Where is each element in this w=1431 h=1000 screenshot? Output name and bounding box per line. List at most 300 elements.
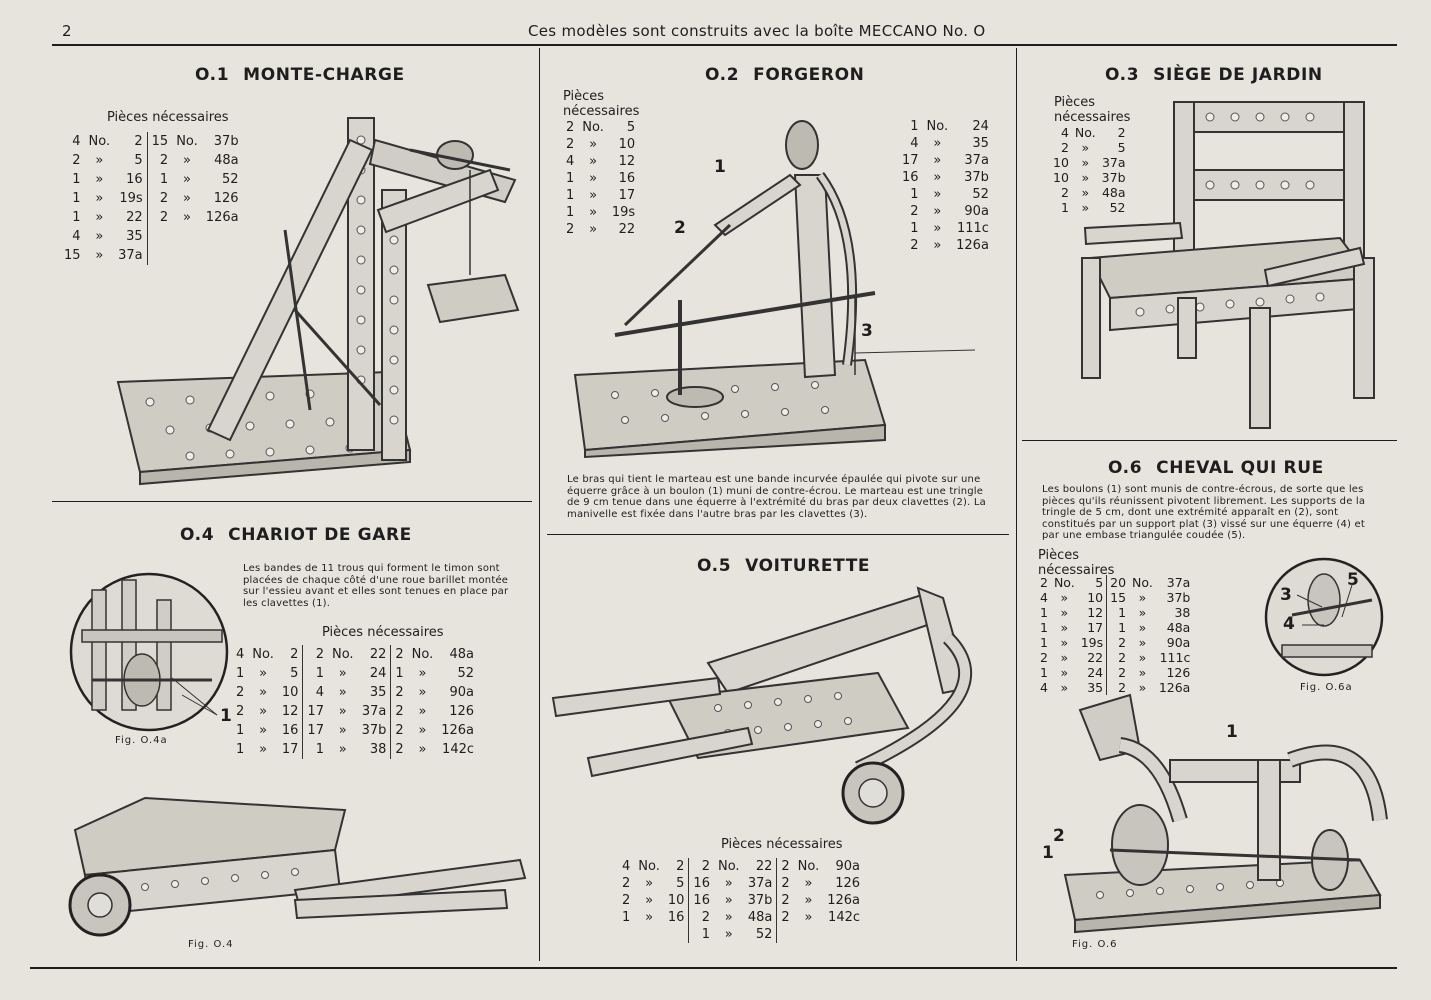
callout-1: 1	[1226, 722, 1238, 742]
part-count: 2	[777, 875, 794, 892]
parts-row	[232, 740, 478, 759]
parts-row	[1037, 590, 1193, 605]
part-no-label: No.	[1074, 125, 1096, 140]
part-number: 16	[667, 910, 685, 925]
part-count: 2	[910, 238, 919, 253]
parts-row	[1037, 620, 1193, 635]
header-rule	[52, 44, 1397, 46]
part-number: 37a	[1166, 575, 1191, 590]
pieces-label	[1038, 548, 1114, 578]
part-count: 1	[72, 172, 81, 187]
part-number: 90a	[1166, 635, 1191, 650]
section-divider-middle	[547, 534, 1009, 535]
part-count: 2	[391, 645, 408, 664]
pieces-label: Pièces nécessaires	[322, 625, 444, 640]
part-no-label: »	[1138, 605, 1147, 620]
part-number: 24	[972, 119, 989, 134]
illustration-monte-charge	[110, 110, 530, 490]
part-count: 16	[689, 892, 714, 909]
part-count: 2	[391, 702, 408, 721]
figure-caption-o4a: Fig. O.4a	[115, 735, 168, 746]
part-number: 126	[213, 191, 239, 206]
part-no-label: »	[338, 723, 347, 738]
part-count: 1	[566, 171, 575, 186]
part-number: 126a	[441, 723, 475, 738]
part-count: 1	[236, 742, 245, 757]
part-no-label: »	[1060, 650, 1069, 665]
part-no-label: »	[1138, 665, 1147, 680]
part-number: 5	[134, 153, 143, 168]
parts-row	[1037, 575, 1193, 590]
part-count	[777, 926, 794, 943]
part-no-label	[794, 926, 824, 943]
parts-row	[618, 926, 864, 943]
part-no-label: No.	[1053, 575, 1075, 590]
model-name: MONTE-CHARGE	[243, 65, 405, 85]
model-description-o4: Les bandes de 11 trous qui forment le timon sont placées de chaque côté d'une roue barillet montée sur l'essieu avant et elles sont tenues en place par les clavettes (1).	[243, 563, 509, 609]
part-count: 2	[72, 153, 81, 168]
model-title-o4	[180, 525, 412, 545]
part-number: 111c	[956, 221, 989, 236]
part-number: 5	[626, 120, 636, 135]
part-count: 1	[1040, 620, 1048, 635]
part-no-label: »	[1138, 680, 1147, 695]
part-no-label: »	[259, 704, 268, 719]
part-number: 48a	[214, 153, 239, 168]
part-no-label: »	[259, 685, 268, 700]
part-no-label: »	[933, 170, 942, 185]
part-no-label: »	[804, 876, 813, 891]
part-no-label: »	[338, 685, 347, 700]
part-no-label: »	[804, 910, 813, 925]
part-number: 48a	[1101, 185, 1126, 200]
part-no-label: »	[338, 704, 347, 719]
part-count: 2	[1107, 635, 1129, 650]
part-no-label: »	[338, 742, 347, 757]
part-number: 37b	[964, 170, 989, 185]
part-number: 52	[972, 187, 989, 202]
part-no-label: »	[183, 191, 191, 206]
part-no-label: »	[933, 136, 942, 151]
part-number: 16	[618, 171, 636, 186]
part-number: 35	[1087, 680, 1104, 695]
part-count: 1	[1107, 620, 1129, 635]
pieces-label: Pièces nécessaires	[107, 110, 229, 125]
part-no-label: »	[183, 172, 191, 187]
part-count: 2	[1040, 575, 1048, 590]
part-number: 52	[222, 172, 239, 187]
model-number: O.1	[195, 65, 230, 85]
part-count: 2	[1107, 665, 1129, 680]
part-count: 2	[236, 704, 245, 719]
page-number: 2	[62, 22, 72, 40]
parts-table-o4	[232, 645, 478, 759]
part-number: 22	[1087, 650, 1104, 665]
part-number: 90a	[964, 204, 989, 219]
pieces-label-line1: Pièces	[1054, 95, 1096, 110]
part-no-label: »	[724, 910, 733, 925]
part-number: 10	[667, 893, 685, 908]
part-number: 37b	[747, 893, 773, 908]
part-no-label: No.	[717, 859, 740, 874]
parts-row	[618, 875, 864, 892]
part-count: 4	[72, 134, 81, 149]
part-no-label: »	[933, 204, 942, 219]
part-no-label: »	[95, 248, 104, 263]
part-no-label: »	[259, 742, 268, 757]
part-no-label: »	[95, 229, 104, 244]
callout-3: 3	[1280, 585, 1292, 605]
part-number: 37a	[747, 876, 773, 891]
part-count: 1	[1107, 605, 1129, 620]
model-description-o6: Les boulons (1) sont munis de contre-écrous, de sorte que les pièces qu'ils réunissent pivotent librement. Les supports de la tringle de 5 cm, dont une extrémité apparaît en (2), sont constitués par un support plat (3) vissé sur une équerre (4) et par une embase triangulée coudée (5).	[1042, 484, 1366, 541]
part-count: 16	[689, 875, 714, 892]
parts-row	[1037, 665, 1193, 680]
part-no-label: »	[418, 685, 427, 700]
column-divider-2	[1016, 48, 1017, 961]
model-name: VOITURETTE	[745, 556, 871, 576]
part-no-label: »	[1081, 140, 1090, 155]
part-no-label: »	[1060, 680, 1069, 695]
model-title-o5	[697, 556, 870, 576]
part-count: 16	[902, 170, 919, 185]
illustration-siege-de-jardin	[1070, 98, 1400, 433]
part-count: 4	[622, 859, 631, 874]
callout-5: 5	[1347, 570, 1359, 590]
part-count: 1	[910, 187, 919, 202]
part-no-label: »	[1138, 650, 1147, 665]
part-number: 24	[1087, 665, 1104, 680]
part-number: 52	[457, 666, 475, 681]
parts-row	[1037, 605, 1193, 620]
part-number: 37b	[1166, 590, 1191, 605]
callout-1: 1	[220, 706, 232, 726]
part-count: 10	[1053, 170, 1069, 185]
part-count: 2	[1107, 650, 1129, 665]
part-number: 22	[618, 222, 636, 237]
illustration-fig-o6a	[1262, 555, 1387, 680]
parts-row	[232, 683, 478, 702]
model-title-o6	[1108, 458, 1324, 478]
part-no-label: »	[1138, 635, 1147, 650]
part-count: 2	[236, 685, 245, 700]
part-no-label: »	[589, 154, 598, 169]
part-number: 111c	[1159, 650, 1191, 665]
pieces-label-line1: Pièces	[563, 89, 605, 104]
part-no-label: No.	[638, 859, 660, 874]
part-number: 126a	[956, 238, 989, 253]
part-count: 1	[72, 210, 81, 225]
part-count: 1	[910, 221, 919, 236]
part-count: 2	[1107, 680, 1129, 695]
part-no-label: »	[259, 666, 268, 681]
part-count: 1	[1060, 200, 1069, 215]
part-no-label: No.	[411, 647, 434, 662]
part-count: 2	[777, 909, 794, 926]
part-count: 2	[689, 909, 714, 926]
model-number: O.2	[705, 65, 740, 85]
part-no-label: »	[589, 137, 598, 152]
part-count	[618, 926, 634, 943]
column-divider-1	[539, 48, 540, 961]
part-count: 20	[1107, 575, 1129, 590]
part-number: 126a	[827, 893, 861, 908]
figure-caption-o4: Fig. O.4	[188, 939, 234, 950]
part-number: 17	[1087, 620, 1104, 635]
parts-row	[618, 858, 864, 875]
part-number: 17	[281, 742, 299, 757]
figure-caption-o6: Fig. O.6	[1072, 939, 1118, 950]
part-count: 1	[622, 910, 631, 925]
part-count: 2	[1060, 185, 1069, 200]
model-name: CHARIOT DE GARE	[228, 525, 412, 545]
part-no-label: »	[95, 210, 104, 225]
part-no-label: »	[183, 210, 191, 225]
parts-row	[618, 909, 864, 926]
part-count: 4	[1040, 590, 1048, 605]
part-count: 1	[236, 666, 245, 681]
part-count: 2	[622, 893, 631, 908]
part-no-label: »	[589, 171, 598, 186]
model-title-o1	[195, 65, 405, 85]
figure-caption-o6a: Fig. O.6a	[1300, 682, 1353, 693]
part-number: 16	[126, 172, 143, 187]
parts-row	[232, 664, 478, 683]
part-number: 48a	[1166, 620, 1191, 635]
part-number: 52	[755, 927, 773, 942]
part-number: 35	[126, 229, 143, 244]
part-count: 10	[1053, 155, 1069, 170]
illustration-fig-o4	[65, 790, 535, 940]
model-description-o2: Le bras qui tient le marteau est une bande incurvée épaulée qui pivote sur une équerre grâce à un boulon (1) muni de contre-écrou. Le marteau est une tringle de 9 cm tenue dans une équerre à l'extrémité du bras par deux clavettes (2). La manivelle est fixée dans l'autre bras par les clavettes (3).	[567, 474, 986, 520]
part-no-label: No.	[331, 647, 354, 662]
part-count: 4	[1060, 125, 1069, 140]
part-no-label: »	[724, 893, 733, 908]
part-number: 5	[1095, 575, 1104, 590]
part-count: 1	[303, 740, 328, 759]
part-count: 2	[1040, 650, 1048, 665]
part-no-label: No.	[797, 859, 820, 874]
part-count: 2	[1060, 140, 1069, 155]
part-no-label: No.	[88, 134, 111, 149]
part-count: 1	[566, 188, 575, 203]
part-number: 37a	[118, 248, 143, 263]
part-number: 38	[369, 742, 387, 757]
part-number: 35	[972, 136, 989, 151]
part-number: 19s	[119, 191, 143, 206]
part-count: 1	[303, 664, 328, 683]
model-name: FORGERON	[753, 65, 865, 85]
part-number: 22	[755, 859, 773, 874]
part-count: 2	[910, 204, 919, 219]
part-number: 22	[126, 210, 143, 225]
part-count: 2	[566, 137, 575, 152]
part-number: 10	[281, 685, 299, 700]
part-count: 2	[777, 858, 794, 875]
part-no-label: »	[589, 188, 598, 203]
part-count: 1	[1040, 605, 1048, 620]
part-no-label: »	[589, 205, 598, 220]
parts-row	[618, 892, 864, 909]
part-no-label: »	[933, 187, 942, 202]
part-number: 126a	[1158, 680, 1191, 695]
part-no-label: »	[933, 153, 942, 168]
part-count: 1	[910, 119, 919, 134]
part-number: 142c	[442, 742, 475, 757]
part-count: 4	[72, 229, 81, 244]
part-count: 1	[689, 926, 714, 943]
part-no-label: »	[1138, 620, 1147, 635]
part-no-label: »	[1060, 590, 1069, 605]
part-number: 5	[290, 666, 299, 681]
part-no-label: »	[259, 723, 268, 738]
part-no-label: »	[1081, 185, 1090, 200]
part-number: 35	[369, 685, 387, 700]
part-number: 2	[676, 859, 685, 874]
model-title-o2	[705, 65, 864, 85]
part-number: 126	[1166, 665, 1191, 680]
pieces-label-line1: Pièces	[1038, 548, 1080, 563]
part-no-label: »	[418, 723, 427, 738]
callout-1: 1	[714, 157, 726, 177]
part-no-label: No.	[1132, 575, 1153, 590]
part-no-label	[634, 926, 664, 943]
part-number: 2	[134, 134, 143, 149]
part-number: 5	[1117, 140, 1126, 155]
part-count: 4	[910, 136, 919, 151]
part-no-label: »	[1081, 200, 1090, 215]
part-no-label: »	[724, 927, 733, 942]
part-count: 4	[566, 154, 575, 169]
part-no-label: »	[1060, 665, 1069, 680]
parts-table-o6	[1037, 575, 1193, 695]
part-number: 37a	[964, 153, 989, 168]
part-no-label: »	[338, 666, 347, 681]
part-no-label: »	[183, 153, 191, 168]
part-no-label: »	[1138, 590, 1147, 605]
part-number: 19s	[1080, 635, 1104, 650]
part-count: 15	[1107, 590, 1129, 605]
callout-3: 3	[861, 321, 873, 341]
parts-row	[232, 721, 478, 740]
part-count: 2	[391, 721, 408, 740]
part-count: 15	[147, 132, 172, 151]
part-count: 2	[622, 876, 631, 891]
part-no-label: »	[95, 172, 104, 187]
part-count: 1	[236, 723, 245, 738]
part-number	[823, 926, 864, 943]
part-no-label: »	[418, 742, 427, 757]
part-number: 10	[618, 137, 636, 152]
part-count: 17	[902, 153, 919, 168]
part-no-label: »	[95, 153, 104, 168]
part-count: 17	[303, 702, 328, 721]
part-number: 37b	[1101, 170, 1126, 185]
part-count: 15	[64, 248, 81, 263]
part-no-label: »	[589, 222, 598, 237]
model-name: SIÈGE DE JARDIN	[1153, 65, 1323, 85]
part-count: 4	[1040, 680, 1048, 695]
part-no-label: »	[1081, 170, 1090, 185]
part-count: 1	[391, 664, 408, 683]
part-number: 12	[1087, 605, 1104, 620]
part-no-label: No.	[252, 647, 274, 662]
part-number: 37a	[361, 704, 387, 719]
section-divider-right	[1022, 440, 1397, 441]
part-count: 4	[236, 647, 245, 662]
part-number: 126	[449, 704, 475, 719]
part-count: 2	[303, 645, 328, 664]
part-number: 5	[676, 876, 685, 891]
footer-rule	[30, 967, 1397, 969]
callout-2: 2	[1053, 826, 1065, 846]
part-number: 37a	[1101, 155, 1126, 170]
part-no-label: »	[645, 910, 654, 925]
callout-4: 4	[1283, 614, 1295, 634]
part-number: 90a	[835, 859, 861, 874]
part-no-label: »	[804, 893, 813, 908]
part-no-label: »	[418, 666, 427, 681]
pieces-label-line2: nécessaires	[563, 104, 640, 119]
part-number: 2	[290, 647, 299, 662]
part-number: 16	[281, 723, 299, 738]
part-number: 10	[1087, 590, 1104, 605]
part-no-label: No.	[926, 119, 949, 134]
part-no-label: »	[1060, 635, 1069, 650]
section-divider-left	[52, 501, 532, 502]
parts-row	[1037, 650, 1193, 665]
part-count: 1	[1040, 665, 1048, 680]
parts-row	[232, 702, 478, 721]
part-number: 12	[281, 704, 299, 719]
part-count: 2	[689, 858, 714, 875]
part-count: 1	[566, 205, 575, 220]
part-number: 17	[618, 188, 636, 203]
part-count: 2	[391, 683, 408, 702]
part-count: 4	[303, 683, 328, 702]
part-count: 2	[147, 208, 172, 227]
illustration-fig-o4a	[62, 570, 237, 735]
part-number: 24	[369, 666, 387, 681]
parts-row	[232, 645, 478, 664]
model-name: CHEVAL QUI RUE	[1156, 458, 1324, 478]
part-no-label: »	[95, 191, 104, 206]
part-count: 1	[72, 191, 81, 206]
part-no-label: »	[1060, 620, 1069, 635]
part-number: 37b	[213, 134, 239, 149]
illustration-forgeron	[565, 115, 985, 460]
model-number: O.5	[697, 556, 732, 576]
model-number: O.3	[1105, 65, 1140, 85]
page-header-title: Ces modèles sont construits avec la boîte MECCANO No. O	[528, 22, 986, 40]
part-number: 2	[1117, 125, 1126, 140]
part-number: 126a	[205, 210, 239, 225]
pieces-label: Pièces nécessaires	[721, 837, 843, 852]
pieces-label-line2: nécessaires	[1054, 110, 1131, 125]
part-count: 1	[147, 170, 172, 189]
part-number: 48a	[449, 647, 475, 662]
part-no-label: »	[418, 704, 427, 719]
part-no-label: No.	[176, 134, 198, 149]
part-number: 52	[1109, 200, 1126, 215]
part-number	[664, 926, 689, 943]
model-title-o3	[1105, 65, 1323, 85]
part-count: 2	[566, 120, 575, 135]
part-no-label: »	[645, 893, 654, 908]
part-number: 142c	[828, 910, 861, 925]
part-number: 12	[618, 154, 636, 169]
part-count: 2	[147, 151, 172, 170]
